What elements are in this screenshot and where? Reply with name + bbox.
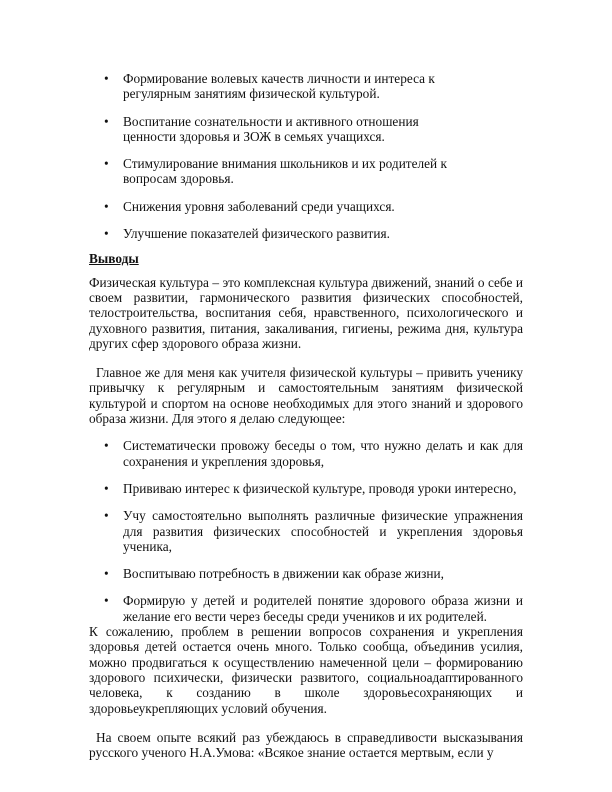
bullet-icon: • bbox=[104, 198, 109, 214]
list-item-text: Систематически провожу беседы о том, что нужно делать и как для сохранения и укрепления здоровья, bbox=[123, 438, 523, 469]
list-item bbox=[89, 199, 523, 214]
list-item bbox=[89, 566, 523, 581]
list-item-text: Воспитываю потребность в движении как образе жизни, bbox=[123, 566, 444, 582]
list-item bbox=[89, 593, 523, 624]
document-content bbox=[89, 71, 523, 774]
list-item bbox=[89, 226, 523, 241]
goals-list bbox=[89, 71, 523, 241]
list-item-text: Прививаю интерес к физической культуре, проводя уроки интересно, bbox=[123, 480, 517, 496]
list-item bbox=[89, 71, 523, 102]
list-item bbox=[89, 156, 523, 187]
list-item-text: Снижения уровня заболеваний среди учащихся. bbox=[123, 198, 395, 214]
bullet-icon: • bbox=[104, 156, 109, 172]
paragraph-physical-culture: Физическая культура – это комплексная культура движений, знаний о себе и своем развитии, гармонического развития физических способностей, телостроительства, воспитания себя, нравственного, психологического и духовного развития, питания, закаливания, гигиены, режима дня, культура других сфер здорового образа жизни. bbox=[89, 274, 523, 351]
bullet-icon: • bbox=[104, 480, 109, 496]
bullet-icon: • bbox=[104, 71, 109, 86]
actions-list bbox=[89, 438, 523, 624]
bullet-icon: • bbox=[104, 508, 109, 524]
paragraph-teacher-goal: Главное же для меня как учителя физической культуры – привить ученику привычку к регулярным и самостоятельным занятиям физической культурой и спортом на основе необходимых для этого знаний и здорового образа жизни. Для этого я делаю следующее: bbox=[89, 365, 523, 427]
list-item bbox=[89, 508, 523, 554]
list-item-text: Воспитание сознательности и активного отношения ценности здоровья и ЗОЖ в семьях учащихся. bbox=[123, 113, 419, 144]
list-item-text: Улучшение показателей физического развития. bbox=[123, 226, 390, 242]
list-item-text: Стимулирование внимания школьников и их родителей к вопросам здоровья. bbox=[123, 156, 447, 187]
list-item-text: Формирование волевых качеств личности и интереса к регулярным занятиям физической культурой. bbox=[123, 71, 435, 102]
bullet-icon: • bbox=[104, 226, 109, 242]
list-item bbox=[89, 114, 523, 145]
conclusions-heading: Выводы bbox=[89, 251, 139, 267]
bullet-icon: • bbox=[104, 566, 109, 582]
list-item-text: Учу самостоятельно выполнять различные физические упражнения для развития физических способностей и укрепления здоровья ученика, bbox=[123, 508, 523, 554]
list-item bbox=[89, 481, 523, 496]
paragraph-health-problems: К сожалению, проблем в решении вопросов сохранения и укрепления здоровья детей остается очень много. Только сообща, объединив усилия, можно продвигаться к осуществлению намеченной цели – формированию здорового психически, физически развитого, социальноадаптированного человека, к созданию в школе здоровьесохраняющих и здоровьеукрепляющих условий обучения. bbox=[89, 624, 523, 716]
bullet-icon: • bbox=[104, 438, 109, 454]
list-item bbox=[89, 438, 523, 469]
bullet-icon: • bbox=[104, 113, 109, 129]
bullet-icon: • bbox=[104, 593, 109, 609]
list-item-text: Формирую у детей и родителей понятие здорового образа жизни и желание его вести через беседы среди учеников и их родителей. bbox=[123, 593, 523, 624]
paragraph-umov-quote: На своем опыте всякий раз убеждаюсь в справедливости высказывания русского ученого Н.А.Умова: «Всякое знание остается мертвым, если у bbox=[89, 729, 523, 761]
